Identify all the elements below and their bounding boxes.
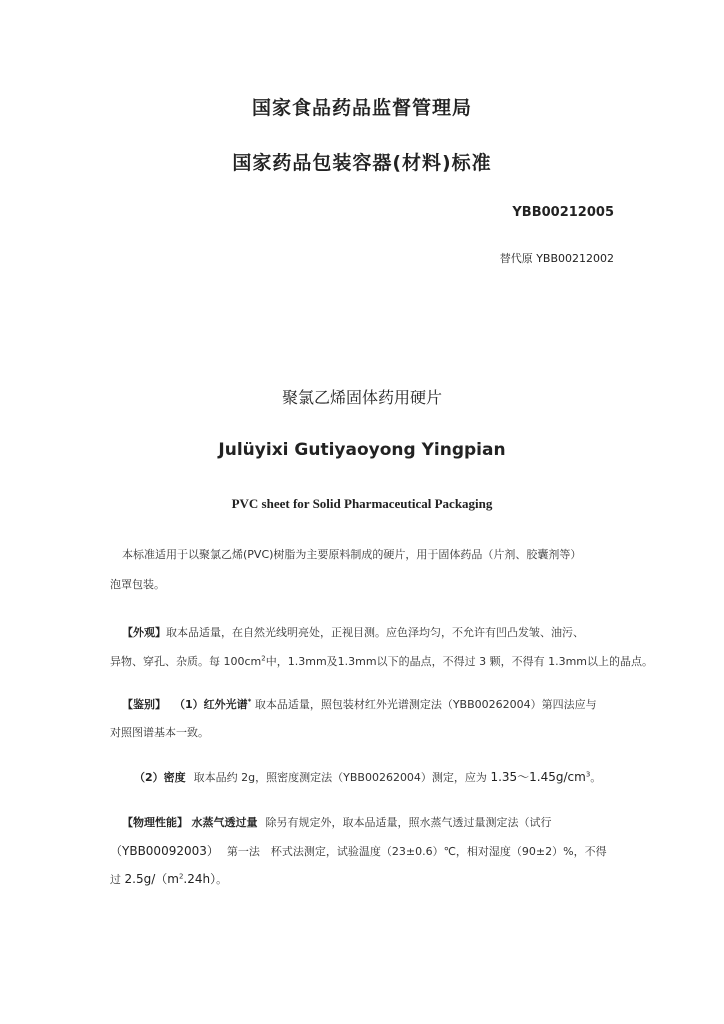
ir-spectrum-text: 取本品适量，照包装材红外光谱测定法（YBB00262004）第四法应与 [254, 698, 597, 711]
product-name-pinyin: Julüyixi Gutiyaoyong Yingpian [218, 440, 506, 460]
appearance-text-2a: 异物、穿孔、杂质。每 100cm [110, 655, 262, 668]
standard-code: YBB00212005 [512, 205, 614, 220]
wvtr-sup: 2 [178, 872, 184, 881]
wvtr-value: 2.5g/（m [124, 872, 179, 886]
density-end: 。 [590, 771, 602, 784]
physical-line-1 [110, 814, 614, 830]
appearance-text-2b: 中，1.3mm及1.3mm以下的晶点，不得过 3 颗，不得有 1.3mm以上的晶点。 [265, 655, 653, 668]
identification-label: 【鉴别】 [122, 698, 166, 711]
physical-label: 【物理性能】 [122, 816, 188, 829]
ir-spectrum-label: （1）红外光谱 [174, 698, 248, 711]
physical-method-code: （YBB00092003） [110, 844, 219, 858]
agency-title: 国家食品药品监督管理局 [251, 97, 472, 119]
identification-line-1 [110, 696, 614, 712]
scope-line-2: 泡罩包装。 [110, 578, 165, 591]
wvtr-unit: .24h） [183, 872, 217, 886]
appearance-line-1 [110, 624, 614, 640]
physical-text-2: 第一法 杯式法测定，试验温度（23±0.6）℃，相对湿度（90±2）%，不得 [226, 845, 607, 858]
physical-line-3 [110, 870, 614, 887]
product-name-cn: 聚氯乙烯固体药用硬片 [281, 388, 442, 407]
physical-pre: 过 [110, 873, 121, 886]
physical-line-2 [110, 842, 614, 859]
identification-line-2: 对照图谱基本一致。 [110, 726, 209, 739]
appearance-text: 取本品适量，在自然光线明亮处，正视目测。应色泽均匀，不允许有凹凸发皱、油污、 [166, 626, 584, 639]
wvtr-label: 水蒸气透过量 [191, 816, 258, 829]
density-text: 取本品约 2g，照密度测定法（YBB00262004）测定，应为 [193, 771, 487, 784]
density-sup: 3 [585, 770, 591, 779]
density-label: （2）密度 [134, 771, 186, 784]
scope-line-1: 本标准适用于以聚氯乙烯(PVC)树脂为主要原料制成的硬片，用于固体药品（片剂、胶囊剂等） [122, 548, 582, 561]
appearance-sup: 2 [261, 654, 266, 663]
replaces-code: 替代原 YBB00212002 [499, 252, 614, 265]
standard-title: 国家药品包装容器(材料)标准 [232, 152, 492, 174]
appearance-line-2 [110, 653, 653, 669]
ir-spectrum-sup: * [247, 697, 252, 706]
physical-end: 。 [216, 873, 228, 886]
product-name-en: PVC sheet for Solid Pharmaceutical Packaging [231, 496, 493, 511]
density-line [110, 768, 614, 785]
appearance-label: 【外观】 [122, 626, 166, 639]
physical-text-1: 除另有规定外，取本品适量，照水蒸气透过量测定法（试行 [265, 816, 552, 829]
density-value: 1.35～1.45g/cm [490, 770, 586, 784]
